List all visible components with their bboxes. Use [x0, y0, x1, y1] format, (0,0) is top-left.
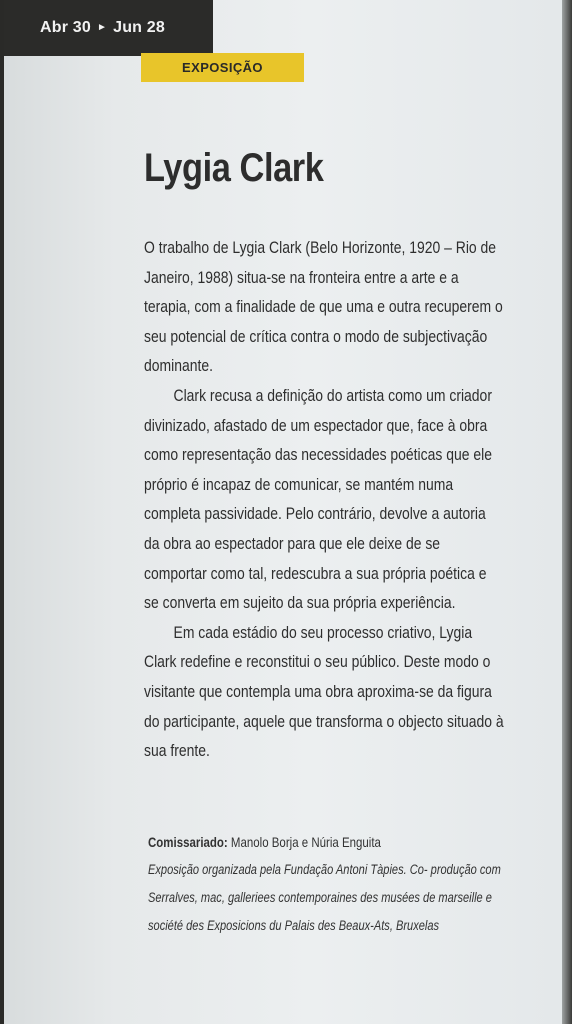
- paragraph-2: Clark recusa a definição do artista como um criador divinizado, afastado de um espectador que, face à obra como representação das necessidades poéticas que ele próprio é incapaz de comunicar, se mantém numa completa passividade. Pelo contrário, devolve a autoria da obra ao espectador para que ele deixe de se comportar como tal, redescubra a sua própria poética e se converta em sujeito da sua própria experiência.: [144, 385, 492, 613]
- date-end: Jun 28: [113, 19, 165, 36]
- organization-note: Exposição organizada pela Fundação Antoni Tàpies. Co- produção com Serralves, mac, gallerieеs contemporaines des musées de marseille e société des Exposicions du Palais des Beaux-Ats, Bruxelas: [148, 862, 501, 933]
- page-title: Lygia Clark: [144, 146, 324, 190]
- curator-row: [148, 828, 509, 856]
- paragraph-3: Em cada estádio do seu processo criativo, Lygia Clark redefine e reconstitui o seu público. Deste modo o visitante que contempla uma obra aproxima-se da figura do participante, aquele que transforma o objecto situado à sua frente.: [144, 622, 504, 761]
- curator-label: Comissariado:: [148, 834, 228, 850]
- date-range-bar: [4, 0, 213, 56]
- credits: [148, 828, 509, 940]
- date-start: Abr 30: [40, 19, 91, 36]
- category-tag: EXPOSIÇÃO: [141, 53, 304, 82]
- curator-names: Manolo Borja e Núria Enguita: [230, 834, 381, 850]
- body-text: [144, 233, 505, 766]
- paragraph-1: O trabalho de Lygia Clark (Belo Horizonte, 1920 – Rio de Janeiro, 1988) situa-se na fronteira entre a arte e a terapia, com a finalidade de que uma e outra recuperem o seu potencial de crítica contra o modo de subjectivação dominante.: [144, 238, 503, 376]
- arrow-right-icon: ►: [97, 21, 108, 33]
- exhibition-panel: [4, 0, 562, 1024]
- panel-edge: [562, 0, 572, 1024]
